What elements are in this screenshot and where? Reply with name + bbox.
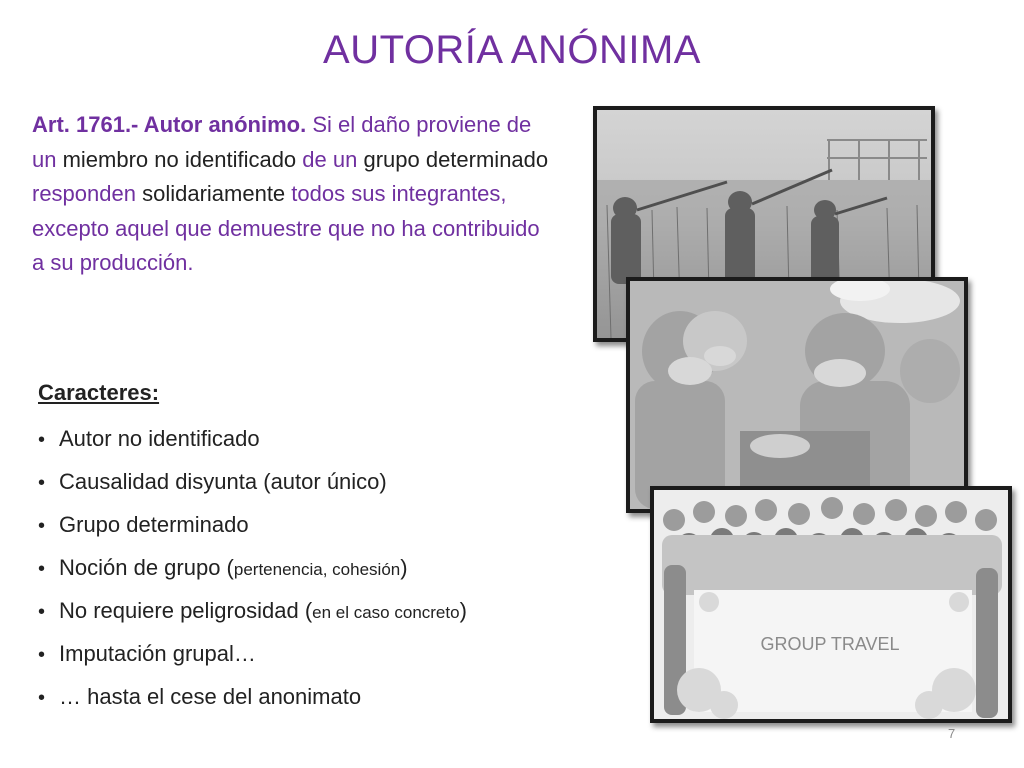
bullet: • <box>38 601 46 623</box>
list-item-detail: pertenencia, cohesión <box>233 560 401 579</box>
bullet: • <box>38 644 46 666</box>
list-item-detail: en el caso concreto <box>312 603 460 622</box>
article-segment: solidariamente <box>142 181 286 206</box>
article-paragraph <box>32 108 552 281</box>
list-item-text: Noción de grupo ( <box>59 555 234 580</box>
list-item-text: Autor no identificado <box>59 426 260 451</box>
list-item-text: Causalidad disyunta (autor único) <box>59 469 387 494</box>
list-item <box>38 551 467 594</box>
article-segment: responden <box>32 181 143 206</box>
article-segment: de un <box>296 146 364 172</box>
slide-title: AUTORÍA ANÓNIMA <box>323 28 701 72</box>
list-item <box>38 680 467 723</box>
caracteres-list <box>38 422 467 723</box>
list-item <box>38 637 467 680</box>
list-item <box>38 465 467 508</box>
bullet: • <box>38 687 46 709</box>
article-segment: todos sus integrantes, excepto aquel que demuestre que no ha contribuido a su producción. <box>32 181 540 275</box>
group-travel-photo <box>650 486 1012 723</box>
caracteres-heading: Caracteres: <box>38 380 160 405</box>
bullet: • <box>38 472 46 494</box>
surgeons-photo <box>626 277 968 513</box>
list-item-text: Grupo determinado <box>59 512 249 537</box>
article-segment: Si el daño proviene de un <box>32 112 532 172</box>
list-item <box>38 594 467 637</box>
list-item <box>38 422 467 465</box>
list-item-text: … hasta el cese del anonimato <box>59 684 362 709</box>
list-item-text: No requiere peligrosidad ( <box>59 598 313 623</box>
article-number: Art. 1761.- Autor anónimo. <box>32 112 307 137</box>
article-segment: miembro no identificado <box>62 146 297 172</box>
list-item-text-end: ) <box>400 555 408 580</box>
list-item <box>38 508 467 551</box>
list-item-text-end: ) <box>459 598 467 623</box>
article-segment: grupo determinado <box>363 146 549 172</box>
list-item-text: Imputación grupal… <box>59 641 256 666</box>
bullet: • <box>38 515 46 537</box>
surgeons-illustration <box>630 281 964 509</box>
group-illustration <box>654 490 1008 719</box>
bullet: • <box>38 558 46 580</box>
bullet: • <box>38 429 46 451</box>
group-travel-caption: GROUP TRAVEL <box>760 634 900 654</box>
page-number: 7 <box>948 726 956 741</box>
